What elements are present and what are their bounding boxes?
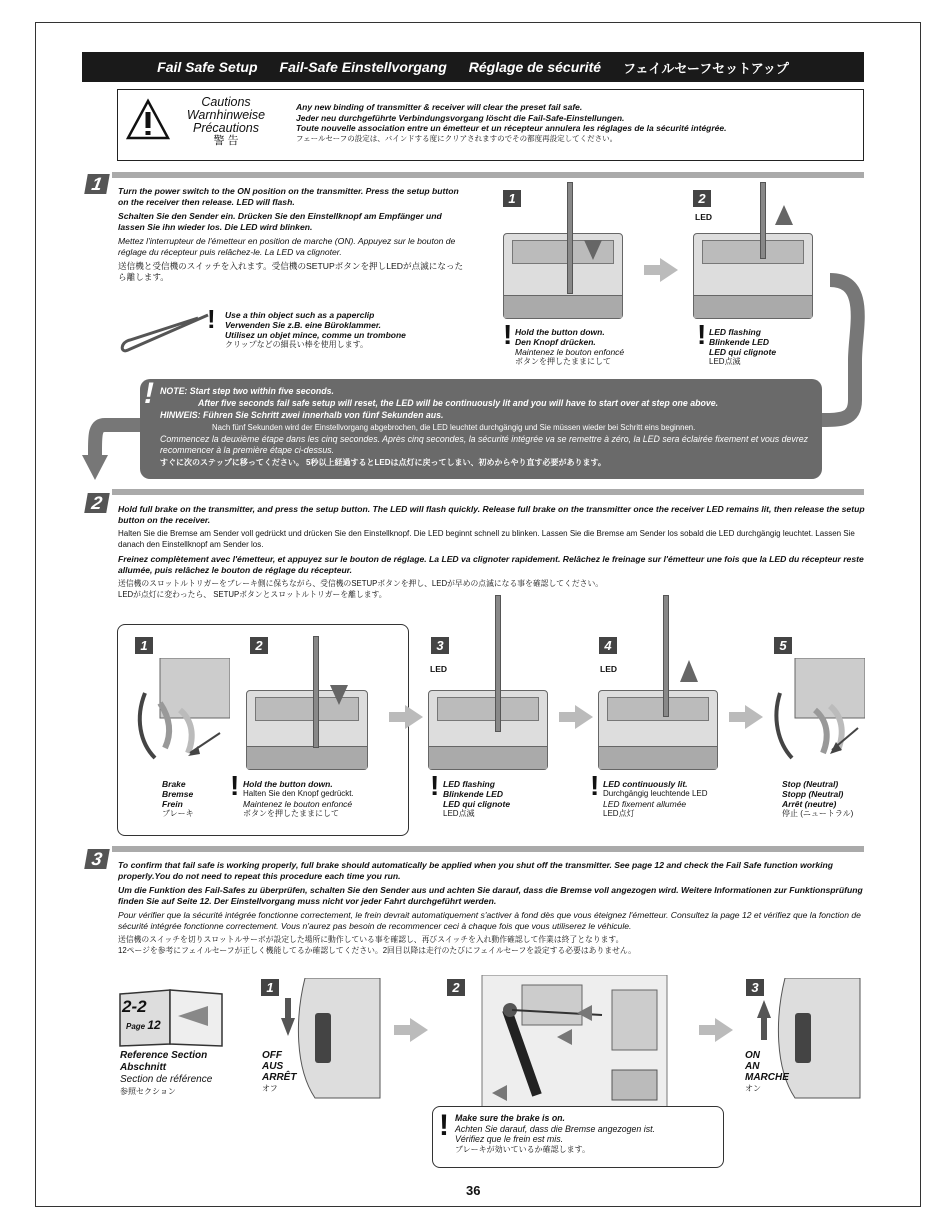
receiver-top (437, 697, 539, 721)
off-jp: オフ (262, 1084, 278, 1093)
on-label (745, 1050, 789, 1094)
fig2-label-en: LED flashing (709, 327, 761, 337)
ref-section-number: 2-2 (122, 997, 147, 1016)
brake-callout-en: Make sure the brake is on. (455, 1113, 566, 1123)
step3-text-jp-1: 送信機のスイッチを切りスロットルサーボが設定した場所に動作している事を確認し、再びスイッチを入れ動作確認して作業は終了となります。 (118, 935, 624, 944)
caution-line: Toute nouvelle association entre un émetteur et un récepteur annulera les réglages de la sécurité intégrée. (296, 123, 727, 133)
right-arrow-icon (745, 705, 763, 729)
up-arrow-icon (775, 205, 793, 225)
on-jp: オン (745, 1084, 761, 1093)
paperclip-rod (760, 182, 766, 259)
brake-callout-jp: ブレーキが効いているか確認します。 (455, 1144, 591, 1154)
caution-line: Jeder neu durchgeführte Verbindungsvorgang löscht die Fail-Safe-Einstellungen. (296, 112, 625, 123)
step2-text-jp-1: 送信機のスロットルトリガーをブレーキ側に保ちながら、受信機のSETUPボタンを押し、LEDが早めの点滅になる事を確認してください。 (118, 579, 604, 588)
brake-callout-de: Achten Sie darauf, dass die Bremse angezogen ist. (455, 1123, 656, 1134)
figure-badge: 4 (599, 637, 617, 654)
receiver-top (702, 240, 804, 264)
caution-heading-de: Warnhinweise (186, 108, 266, 122)
step3-text-de: Um die Funktion des Fail-Safes zu überprüfen, schalten Sie den Sender aus und achten Sie darauf, dass die Bremse voll angezogen wird. Weitere Informationen zur Funktionsprüfung finden Sie auf Seite 12. Der Einstellvorgang muss nicht vor jeder Fahrt durchgeführt werden. (118, 885, 863, 906)
note-fr: Commencez la deuxième étape dans les cinq secondes. Après cinq secondes, la sécurité intégrée va se remettre à zéro, la LED sera éclairée fixement et vous devrez recommencer à la première étape ci-dessus. (160, 434, 809, 455)
clip-note-fr: Utilisez un objet mince, comme un trombone (225, 330, 406, 340)
note-de-1: HINWEIS: Führen Sie Schritt zwei innerhalb von fünf Sekunden aus. (160, 410, 444, 420)
led-label: LED (430, 664, 447, 674)
exclamation-icon: ! (144, 377, 154, 410)
right-arrow-icon (575, 705, 593, 729)
caution-line: フェールセーフの設定は、バインドする度にクリアされますのでその都度再設定してください。 (296, 133, 618, 143)
warning-triangle-icon (126, 98, 170, 142)
brake-callout-fr: Vérifiez que le frein est mis. (455, 1134, 564, 1144)
section-banner (82, 52, 864, 82)
paperclip-rod (495, 595, 501, 732)
off-fr: ARRÊT (262, 1072, 297, 1083)
title-en: Fail Safe Setup (157, 59, 258, 75)
figure-badge: 2 (447, 979, 465, 996)
brake-label-en: Brake (162, 779, 186, 789)
exclamation-icon: ! (207, 304, 216, 334)
caution-line: Any new binding of transmitter & receiver will clear the preset fail safe. (296, 102, 583, 112)
caution-heading-en: Cautions (201, 95, 251, 109)
paperclip-rod (663, 595, 669, 717)
ref-jp: 参照セクション (120, 1087, 176, 1096)
hold-label-en: Hold the button down. (243, 779, 333, 789)
led-label: LED (600, 664, 617, 674)
ref-fr: Section de référence (120, 1074, 213, 1085)
receiver-illustration (428, 690, 548, 770)
transmitter-trigger-illustration (130, 658, 230, 768)
title-fr: Réglage de sécurité (468, 59, 602, 75)
figure-badge: 3 (431, 637, 449, 654)
off-label (262, 1050, 296, 1094)
note-content (160, 386, 814, 469)
title-de: Fail-Safe Einstellvorgang (279, 59, 447, 75)
caution-heading-fr: Précautions (192, 121, 259, 135)
led-flashing-fr: LED qui clignote (443, 799, 511, 809)
hold-label-jp: ボタンを押したままにして (243, 809, 339, 818)
step3-text-fr: Pour vérifier que la sécurité intégrée fonctionne correctement, le frein devrait automatiquement s'activer à fond dès que vous éteignez l'émetteur. Consultez la page 12 et vérifiez que la fonction de sécurité intégrée fonctionne correctement. Vous n'aurez pas besoin de recommencer ceci à chaque fois que vous utiliserez le véhicule. (118, 910, 861, 931)
step-number: 3 (84, 849, 110, 869)
brake-label-fr: Frein (162, 799, 183, 809)
exclamation-icon: ! (590, 770, 600, 801)
on-de: AN (745, 1061, 760, 1072)
paperclip-rod (313, 636, 319, 748)
led-lit-fr: LED fixement allumée (603, 799, 687, 809)
brake-callout (432, 1106, 724, 1168)
receiver-base (429, 746, 547, 769)
ref-page (126, 1018, 161, 1032)
receiver-illustration (598, 690, 718, 770)
hold-label (243, 779, 354, 819)
step3-text-jp-2: 12ページを参考にフェイルセーフが正しく機能してるか確認してください。2回目以降は走行のたびにフェイルセーフを設定する必要はありません。 (118, 945, 636, 955)
stop-label-fr: Arrêt (neutre) (782, 799, 837, 809)
hold-label-fr: Maintenez le bouton enfoncé (243, 799, 353, 809)
clip-note-jp: クリップなどの細長い棒を使用します。 (225, 340, 369, 349)
step3-text-en: To confirm that fail safe is working properly, full brake should automatically be applied when you shut off the transmitter. See page 12 and check the Fail Safe function working properly.You do not need to repeat this procedure each time you run. (118, 860, 834, 881)
caution-heading-jp: 警 告 (213, 135, 239, 147)
up-arrow-icon (680, 660, 698, 682)
led-flashing-de: Blinkende LED (443, 789, 503, 799)
step-divider (112, 489, 864, 495)
stop-label-en: Stop (Neutral) (782, 779, 839, 789)
figure-badge: 3 (746, 979, 764, 996)
page-number: 36 (466, 1183, 481, 1198)
step1-text-fr: Mettez l'interrupteur de l'émetteur en position de marche (ON). Appuyez sur le bouton de réglage du récepteur puis relâchez-le. La LED va clignoter. (118, 236, 456, 257)
step2-text (118, 504, 866, 600)
led-lit-label (603, 779, 708, 819)
step2-text-fr: Freinez complètement avec l'émetteur, et appuyez sur le bouton de réglage. La LED va clignoter rapidement. Relâchez le freinage sur l'émetteur une fois que la LED du récepteur reste allumée, puis relâchez le bouton de réglage du récepteur. (118, 554, 864, 575)
figure-badge: 1 (503, 190, 521, 207)
step-divider (112, 846, 864, 852)
clip-note-en: Use a thin object such as a paperclip (225, 310, 375, 320)
step1-text-de: Schalten Sie den Sender ein. Drücken Sie den Einstellknopf am Empfänger und lassen Sie ihn wieder los. Die LED wird blinken. (118, 211, 442, 232)
right-arrow-icon (715, 1018, 733, 1042)
stop-label (782, 779, 853, 819)
transmitter-trigger-illustration (770, 658, 865, 768)
step1-text-jp: 送信機と受信機のスイッチを入れます。受信機のSETUPボタンを押しLEDが点滅になったら離します。 (118, 261, 464, 282)
ref-page-label: Page (126, 1022, 146, 1031)
figure-badge: 2 (250, 637, 268, 654)
note-box (140, 379, 822, 479)
hold-label-de: Halten Sie den Knopf gedrückt. (243, 789, 354, 798)
receiver-base (247, 746, 367, 769)
clip-note-de: Verwenden Sie z.B. eine Büroklammer. (225, 320, 382, 330)
brake-label-jp: ブレーキ (162, 809, 194, 818)
fig1-label-de: Den Knopf drücken. (515, 337, 596, 347)
step2-text-de: Halten Sie die Bremse am Sender voll gedrückt und drücken Sie den Einstellknopf. Die LED beginnt schnell zu blinken. Lassen Sie die Bremse am Sender los sobald die LED durchgängig leuchtet. Lassen Sie danach den Einstellknopf am Sender los. (118, 529, 855, 549)
on-fr: MARCHE (745, 1072, 789, 1083)
led-flashing-jp: LED点滅 (443, 809, 475, 818)
chassis-brake-illustration (462, 975, 672, 1115)
exclamation-icon: ! (230, 770, 240, 801)
figure-badge: 2 (693, 190, 711, 207)
stop-label-de: Stopp (Neutral) (782, 789, 844, 799)
figure-badge: 1 (135, 637, 153, 654)
right-arrow-icon (410, 1018, 428, 1042)
exclamation-icon: ! (697, 319, 707, 350)
note-jp: すぐに次のステップに移ってください。 5秒以上経過するとLEDは点灯に戻ってしまい、初めからやり直す必要があります。 (160, 458, 606, 467)
ref-page-number: 12 (147, 1018, 161, 1032)
caution-box (117, 89, 864, 161)
down-arrow-icon (330, 685, 348, 705)
led-lit-en: LED continuously lit. (603, 779, 688, 789)
off-en: OFF (262, 1050, 282, 1061)
step3-text (118, 860, 866, 956)
fig1-label-jp: ボタンを押したままにして (515, 357, 611, 366)
fig1-label-fr: Maintenez le bouton enfoncé (515, 347, 625, 357)
on-en: ON (745, 1050, 760, 1061)
led-lit-jp: LED点灯 (603, 809, 635, 818)
brake-callout-text (455, 1113, 655, 1155)
down-arrow-icon (584, 240, 602, 260)
led-label: LED (695, 212, 712, 222)
off-de: AUS (262, 1061, 284, 1072)
led-flashing-en: LED flashing (443, 779, 495, 789)
step-number: 1 (84, 174, 110, 194)
reference-section-label (120, 1050, 212, 1098)
exclamation-icon: ! (430, 770, 440, 801)
note-en-1: NOTE: Start step two within five seconds. (160, 386, 335, 396)
step2-text-en: Hold full brake on the transmitter, and press the setup button. The LED will flash quickly. Release full brake on the transmitter once the receiver LED remains lit, then release the setup button on the receiver. (118, 504, 865, 525)
ref-de: Abschnitt (120, 1062, 167, 1073)
note-de-2: Nach fünf Sekunden wird der Einstellvorgang abgebrochen, die LED leuchtet durchgängig und Sie müssen wieder bei Schritt eins beginnen. (212, 423, 696, 432)
led-lit-de: Durchgängig leuchtende LED (603, 789, 708, 798)
fig2-label-jp: LED点滅 (709, 357, 741, 366)
brake-label (162, 779, 194, 819)
receiver-top (607, 697, 709, 721)
receiver-illustration (246, 690, 368, 770)
exclamation-icon: ! (503, 319, 513, 350)
right-arrow-icon (405, 705, 423, 729)
step-divider (112, 172, 864, 178)
receiver-base (599, 746, 717, 769)
caution-text (296, 102, 727, 144)
fig2-label-de: Blinkende LED (709, 337, 769, 347)
step1-text-en: Turn the power switch to the ON position on the transmitter. Press the setup button on the receiver then release. LED will flash. (118, 186, 459, 207)
caution-headings (170, 96, 282, 148)
fig1-label-en: Hold the button down. (515, 327, 605, 337)
note-en-2: After five seconds fail safe setup will reset, the LED will be continuously lit and you will have to start over at step one above. (198, 398, 719, 408)
led-flashing-label (443, 779, 510, 819)
exclamation-icon: ! (439, 1109, 449, 1142)
step-number: 2 (84, 493, 110, 513)
brake-label-de: Bremse (162, 789, 194, 799)
step2-text-jp-2: LEDが点灯に変わったら、 SETUPボタンとスロットルトリガーを離します。 (118, 589, 387, 599)
figure-badge: 5 (774, 637, 792, 654)
ref-en: Reference Section (120, 1050, 208, 1061)
stop-label-jp: 停止 (ニュートラル) (782, 809, 854, 818)
figure-badge: 1 (261, 979, 279, 996)
title-jp: フェイルセーフセットアップ (623, 60, 789, 76)
fig2-label-fr: LED qui clignote (709, 347, 777, 357)
